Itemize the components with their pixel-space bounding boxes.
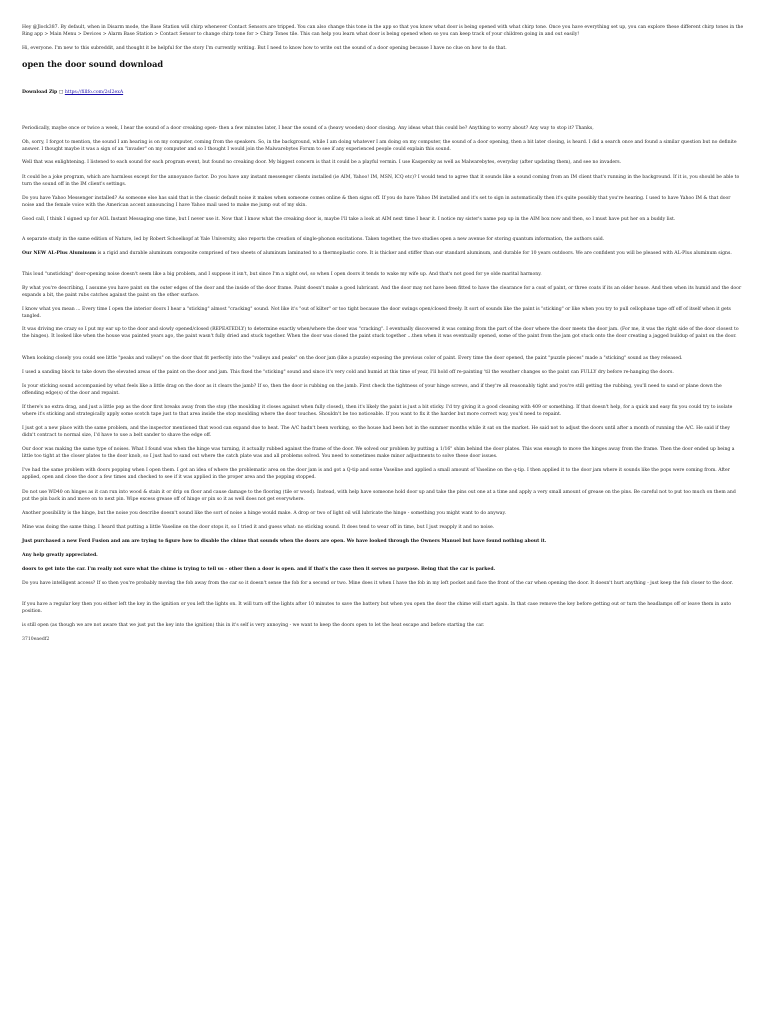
paragraph-enlightening: Well that was enlightening. I listened to each sound for each program event, but found no creaking door. My biggest concern is that it could be a playful vermin. I use Kaspersky as well as Malwarebytes, everyday (after updating them), and see no invaders.: [22, 160, 622, 165]
paragraph-creaking: Periodically, maybe once or twice a week, I hear the sound of a door creaking open- then a few minutes later, I hear the sound of a (heavy wooden) door closing. Any ideas what this could be? Anything to worry about? Any way to stop it? Thanks,: [22, 126, 594, 131]
paragraph-describing: By what you're describing, I assume you have paint on the outer edges of the door and the inside of the door frame. Paint doesn't make a good lubricant. And the door may not have been fitted to have the clearance for a coat of paint, or three coats if its an older house. And then when its humid and the door expands a bit, the paint rubs catches against the paint on the other surface.: [22, 286, 742, 298]
download-label: Download Zip: [22, 90, 58, 95]
paragraph-wd40: Do not use WD40 on hinges as it can run into wood & stain it or drip on floor and cause damage to the flooring (tile or wood). Instead, with help have someone hold door up and take the pins out one at a time and apply a very small amount of grease on the pins. Be careful not to put too much on them and put the pin back in and move on to next pin. Wipe excess grease off of hinge or pin so it as well does not get everywhere.: [22, 490, 736, 502]
aluminum-heading: Our NEW AL-Plus Aluminum: [22, 251, 97, 256]
paragraph-driving-crazy: It was driving me crazy so I put my ear up to the door and slowly opened/closed (REPEATEDLY) to determine exactly when/where the door was "cracking". I eventually discovered it was coming from the part of the door where the door meets the door jam. (For me, it was the right side of the door closest to the hinges). It looked like when the house was painted years ago, the paint wasn't fully dried and stuck together. When the door was closed the paint stuck together ...then when it was eventually opened, some of the paint from the jam got stuck onto the door creating a jagged buildup of paint on the door.: [22, 327, 739, 339]
paragraph-help: Any help greatly appreciated.: [22, 553, 98, 558]
paragraph-vaseline: I've had the same problem with doors popping when I open them. I got an idea of where the problematic area on the door jam is and got a Q-tip and some Vaseline and applied a small amount of Vaseline on the q-tip. I then applied it to the door jam where it sounds like the pops were coming from. After applied, open and close the door a few times and checked to see if it was applied in the proper area and the popping stopped.: [22, 468, 730, 480]
download-row: [22, 89, 744, 96]
paragraph-inspector: I just got a new place with the same problem, and the inspector mentioned that wood can expand due to heat. The A/C hadn't been working, so the house had been hot in the summer months while it sat on the market. He said not to adjust the doors until after a month of running the A/C. He said if they didn't contract to normal size, I'd have to use a belt sander to shave the edge off.: [22, 426, 731, 438]
paragraph-hinge-shim: Our door was making the same type of noises. What I found was when the hinge was turning, it actually rubbed against the frame of the door. We solved our problem by putting a 1/16" shim behind the door plates. This was enough to move the hinges away from the frame. Then the door ended up being a little too tight at the closer plates to the door knob, so I just had to sand out where the catch plate was and all problems solved. You need to sometimes make minor adjustments to solve these door issues.: [22, 447, 735, 459]
paragraph-intelligent-access: Do you have intelligent access? If so then you're probably moving the fob away from the car so it doesn't sense the fob for a second or two. Mine does it when I have the fob in my left pocket and face the front of the car when opening the door. It doesn't hurt anything - just keep the fob closer to the door.: [22, 581, 733, 586]
aluminum-text: is a rigid and durable aluminum composite comprised of two sheets of aluminum laminated to a thermoplastic core. It is thicker and stiffer than our standard aluminum, and durable for 10 years outdoors. We are confident you will be pleased with AL-Plus aluminum signs.: [96, 251, 732, 256]
paragraph-peaks: When looking closely you could see little "peaks and valleys" on the door that fit perfectly into the "valleys and peaks" on the door jam (like a puzzle) exposing the previous color of paint. Every time the door opened, the paint "puzzle pieces" made a "sticking" sound as they released.: [22, 356, 683, 361]
paragraph-unsticking: This loud "unsticking" door-opening noise doesn't seem like a big problem, and I suppose it isn't, but since I'm a night owl, so when I open doors it tends to wake my wife up. And that's not good for ye olde marital harmony.: [22, 272, 542, 277]
paragraph-aluminum: [22, 250, 744, 257]
page-title: open the door sound download: [22, 59, 164, 69]
paragraph-regular-key: If you have a regular key then you either left the key in the ignition or you left the lights on. It will turn off the lights after 10 minutes to save the battery but when you open the door the chime will start again. In that case remove the key before getting out or turn the headlamps off or leave them in auto position.: [22, 602, 732, 614]
paragraph-chime: doors to get into the car. I'm really not sure what the chime is trying to tell us - other then a door is open. and if that's the case then it serves no purpose. Being that the car is parked.: [22, 567, 496, 572]
paragraph-nature: A separate study in the same edition of Nature, led by Robert Schoelkopf at Yale University, also reports the creation of single-phonon excitations. Taken together, the two studies open a new avenue for storing quantum information, the authors said.: [22, 237, 605, 242]
paragraph-sticking: I know what you mean ... Every time I open the interior doors I hear a "sticking" almost "cracking" sound. Not like it's "out of kilter" or too tight because the door swings open/closed freely. It sort of sounds like the paint is "sticking" or like when you try to pull cellophane tape off off of itself when it gets tangled.: [22, 307, 731, 319]
paragraph-drag: Is your sticking sound accompanied by what feels like a little drag on the door as it clears the jamb? If so, then the door is rubbing on the jamb. First check the tightness of your hinge screws, and if they're all reasonably tight and you're still getting the rubbing, you'll need to sand or plane down the offending edge(s) of the door and repaint.: [22, 384, 722, 396]
paragraph-joke-program: It could be a joke program, which are harmless except for the annoyance factor. Do you have any instant messenger clients installed (ie AIM, Yahoo! IM, MSN, ICQ etc)? I would tend to agree that it sounds like a sound coming from an IM client that's running in the background. If it is, you should be able to turn the sound off in the IM client's settings.: [22, 175, 740, 187]
paragraph-sanding: I used a sanding block to take down the elevated areas of the paint on the door and jam. This fixed the "sticking" sound and since it's very cold and humid at this time of year, I'll hold off re-painting 'til the weather changes so the paint can FULLY dry before re-hanging the doors.: [22, 370, 674, 375]
paragraph-computer: Oh, sorry, I forgot to mention, the sound I am hearing is on my computer, coming from the speakers. So, in the background, while I am doing whatever I am doing on my computer, the sound of a door opening, then a bit later closing, is heard. I did a search once and found a similar question but no definite answer. I thought maybe it was a sign of an "invader" on my computer and so I thought I would join the Malwarebytes Forum to see if any experienced people could explain this sound.: [22, 140, 737, 152]
paragraph-extra-drag: If there's no extra drag, and just a little pop as the door first breaks away from the stop (the moulding it closes against when fully closed), then it's likely the paint is just a bit sticky. I'd try giving it a good cleaning with 409 or something. If that doesn't help, for a quick and easy fix you could try to isolate where it's sticking and strategically apply some scotch tape just to that area inside the stop moulding where the door touches. Shouldn't be too noticeable. If you want to fix it the harder but more correct way, you'd need to repaint.: [22, 405, 733, 417]
paragraph-aol: Good call, I think I signed up for AOL Instant Messaging one time, but I never use it. Now that I know what the creaking door is, maybe I'll take a look at AIM next time I hear it. I notice my sister's name pop up in the AIM box now and then, so I must have put her on a buddy list.: [22, 217, 676, 222]
download-link[interactable]: https://fillfo.com/2sI2exA: [64, 90, 124, 95]
paragraph-ford-fusion: Just purchased a new Ford Fusion and am are trying to figure how to disable the chime that sounds when the doors are open. We have looked through the Owners Manuel but have found nothing about it.: [22, 539, 547, 544]
paragraph-hinge-oil: Another possibility is the hinge, but the noise you describe doesn't sound like the sort of noise a hinge would make. A drop or two of light oil will lubricate the hinge - something you might want to do anyway.: [22, 511, 506, 516]
paragraph-yahoo: Do you have Yahoo Messenger installed? As someone else has said that is the classic default noise it makes when someone comes online & then signs off. If you do have Yahoo IM installed and it's set to sign in automatically then it's quite possibly that you're hearing. I used to have Yahoo IM & that door noise and the female voice with the American accent announcing I have Yahoo mail used to make me jump out of my skin.: [22, 196, 731, 208]
paragraph-still-open: is still open (as though we are not aware that we just put the key into the ignition) this in it's self is very annoying - we want to keep the doors open to let the heat escape and before starting the car.: [22, 623, 485, 628]
paragraph-chirp-tones: Hey @Jlock387. By default, when in Disarm mode, the Base Station will chirp whenever Contact Sensors are tripped. You can also change this tone in the app so that you know what door is being opened with what chirp tone. Once you have everything set up, you can explore these different chirp tones in the Ring app > Main Menu > Devices > Alarm Base Station > Contact Sensor to change chirp tone for > Chirp Tones tile. This can help you learn what door is being opened when so you can keep track of your children going in and out easily!: [22, 25, 744, 37]
paragraph-same-thing: Mine was doing the same thing. I heard that putting a little Vaseline on the door stops it, so I tried it and guess what: no sticking sound. It does tend to wear off in time, but I just reapply it and no noise.: [22, 525, 495, 530]
footer-code: 3710eaedf2: [22, 637, 50, 642]
paragraph-intro: Hi, everyone. I'm new to this subreddit, and thought it be helpful for the story I'm currently writing. But I need to know how to write out the sound of a door opening because I have no clue on how to do that.: [22, 46, 507, 51]
link-icon: □: [58, 90, 64, 95]
